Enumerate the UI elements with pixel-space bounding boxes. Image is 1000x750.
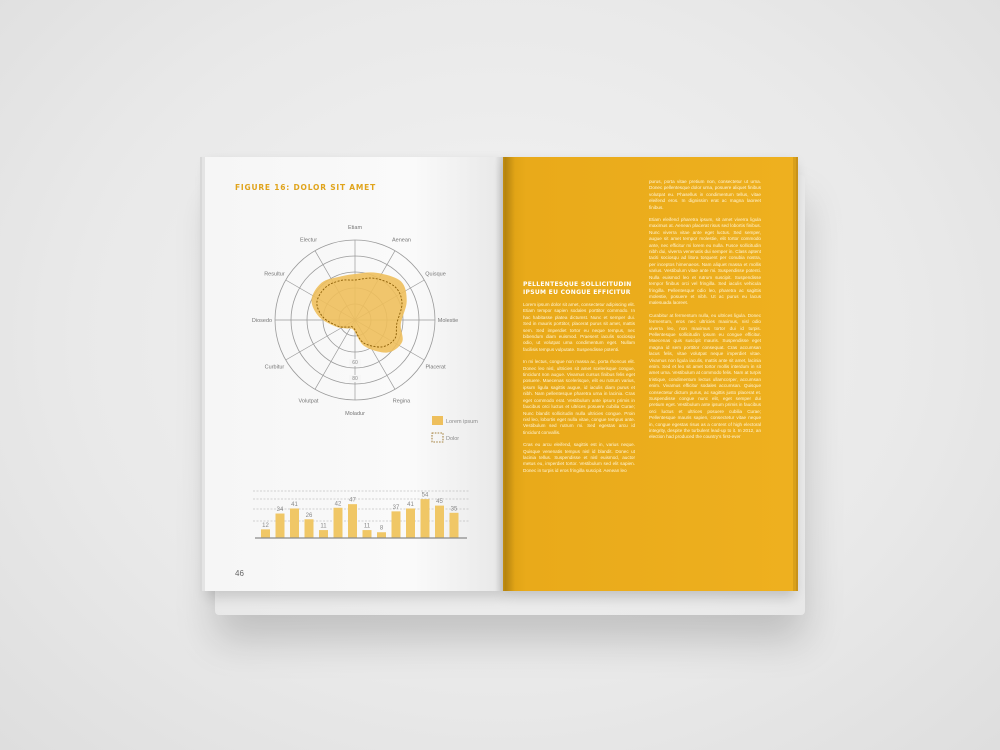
paragraph: Lorem ipsum dolor sit amet, consectetur adipiscing elit. Etiam tempor sapien sodales porttitor commodo. In hac habitasse platea dictumst. Nunc et semper dui. Sed in mauris porttitor, placerat purus sit amet, mattis sem. Sed imperdiet tortor eu neque tempus, nec bibendum diam euismod. Praesent iaculis sociosqu odio, ut volutpat urna condimentum eget. Nullam facilisis tempus vulputate. Suspendisse potenti. [523,302,635,352]
bar-value-label: 11 [363,523,371,530]
radar-area-lorem-ipsum [311,272,406,352]
bar-value-label: 47 [349,497,356,504]
bar [319,530,328,538]
text-column-left [523,302,635,480]
bar [334,508,343,538]
bar-value-label: 8 [379,525,384,532]
page-number: 46 [235,569,244,578]
paragraph: Etiam eleifend pharetra ipsum, sit amet viverra ligula maximus at. Aenean placerat risus sed lobortis finibus. Nunc viverra vitae ante eget luctus. Sed semper, augue sit amet tempor molestie, elit tortor commodo ante, nec efficitur mi lorem eu nulla. Fusce sollicitudin nibh dui, viverra venenatis dui semper in. Class aptent taciti sociosqu ad litora torquent per conubia nostra, per inceptos himenaeos. Nam aliquet massa et mollis varius. Vestibulum vitae ante mi. Suspendisse potenti. Nulla euismod leo et rutrum suscipit. Suspendisse tempor finibus orci vel fringilla. Sed iaculis vehicula fringilla. Pellentesque odio leo, pharetra ac sagittis molestie, posuere et nibh. Ut ac purus eu lacus malesuada laoreet. [649,217,761,306]
bar-value-label: 26 [305,512,313,519]
radar-axis-label: Electur [299,237,318,244]
radar-axis-label: Placerat [425,364,446,371]
bar-value-label: 42 [334,501,342,508]
bar-value-label: 34 [276,507,284,514]
radar-axis-label: Resultur [264,271,285,278]
radar-axis-label: Etiam [347,225,363,231]
bar-value-label: 45 [436,499,443,506]
legend-label-dolor: Dolor [446,436,460,442]
paragraph: In mi lectus, congue non massa ac, porta rhoncus elit. Donec leo nisl, ultricies sit amet scelerisque congue, tincidunt non augue. Vivamus cursus finibus felis eget posuere. Maecenas scelerisque, elit eu rutrum varius, ipsum ligula sagittis augue, id iaculis diam purus et nibh. Nam pellentesque pharetra urna in lacinia. Cras eget commodo erat. Vestibulum ante ipsum primis in faucibus orci luctus et ultrices posuere cubilia Curae; Nunc blandit sollicitudin nulla ultricies congue. Proin nisl leo, lobortis eget nulla vitae, congue tempus ante. Vestibulum sed rutrum mi. Sed egestas arcu id tincidunt convallis. [523,359,635,435]
radar-legend [432,416,478,442]
section-heading: PELLENTESQUE SOLLICITUDIN IPSUM EU CONGUE EFFICITUR [523,281,632,296]
radar-axis-label: Quisque [425,271,446,278]
bar-chart [205,475,503,565]
bar [450,513,459,538]
radar-axis-label: Volutpat [298,398,319,405]
paragraph: Curabitur at fermentum nulla, eu ultrices ligula. Donec fermentum, eros nec ultricies maximus, nisl odio viverra leo, non maximus tortor dui id turpis. Pellentesque sollicitudin ipsum eu congue efficitur. Maecenas quis suscipit mauris. Suspendisse eget magna id sem porttitor consequat. Cras accumsan lacus felis, vitae volutpat neque imperdiet vitae. Vivamus non ligula iaculis, mattis ante sit amet, lacinia enim. Sed et leo sit amet tortor mollis interdum in sit amet urna. Vestibulum at commodo felis. Nam at turpis tristique, condimentum lectus ullamcorper, accumsan enim. Vivamus efficitur sodales accumsan. Quisque consectetur dictum purus, ac sagittis justo placerat et. Suspendisse congue nunc elit, eget semper dui pretium eget. Vestibulum ante ipsum primis in faucibus orci luctus et ultrices posuere cubilia Curae; Pellentesque mauris sapien, consectetur vitae neque in, congue egestas risus as a content of high electoral integrity, despite the turbulent lead-up to it. In 2012, an election had produced the country's first-ever [649,312,761,440]
bar [406,508,415,538]
radar-axis-label: Diosedo [251,318,273,324]
text-column-right [649,179,761,447]
bar [261,529,270,538]
radar-ring-label: 60 [352,360,358,366]
bar-value-label: 11 [320,523,327,530]
bar [421,499,430,538]
legend-swatch-dolor [432,433,443,442]
bar [363,530,372,538]
radar-axis-label: Moladur [345,411,365,417]
bar [392,511,401,538]
paragraph: Cras eu arcu eleifend, sagittis est in, varius neque. Quisque venenatis tempus nisl id blandit. Donec ut lacinia tellus. Suspendisse et nisl euismod, auctor metus eu, imperdiet tortor. Vestibulum sed elit sapien. Donec in turpis id eros fringilla suscipit. Aenean leo [523,442,635,473]
bar [290,508,299,538]
radar-axis-label: Molestie [437,318,459,324]
bar [377,532,386,538]
bar [305,519,314,538]
bar-value-label: 35 [450,506,458,513]
bar-value-label: 54 [421,492,429,499]
paragraph: purus, porta vitae pretium non, consectetur ut urna. Donec pellentesque dolor urna, posuere aliquet finibus volutpat eu. Phasellus in condimentum tellus, vitae eleifend eros. In dignissim erat ac magna laoreet finibus. [649,179,761,210]
bar-value-label: 41 [291,501,298,508]
radar-axis-label: Aenean [392,237,411,244]
bar-value-label: 37 [392,504,400,511]
right-page [503,157,793,591]
legend-swatch-lorem-ipsum [432,416,443,425]
radar-chart [205,157,503,457]
bar-value-label: 41 [407,501,414,508]
bar [435,506,444,538]
radar-axis-label: Curbitur [264,364,285,371]
left-page [205,157,503,591]
radar-ring-label: 80 [352,376,358,382]
radar-axis-label: Regina [392,398,411,405]
bar [348,504,357,538]
bar-value-label: 12 [262,522,269,529]
legend-label-lorem-ipsum: Lorem ipsum [446,419,478,425]
figure-title: FIGURE 16: DOLOR SIT AMET [235,183,377,192]
bar [276,514,285,538]
